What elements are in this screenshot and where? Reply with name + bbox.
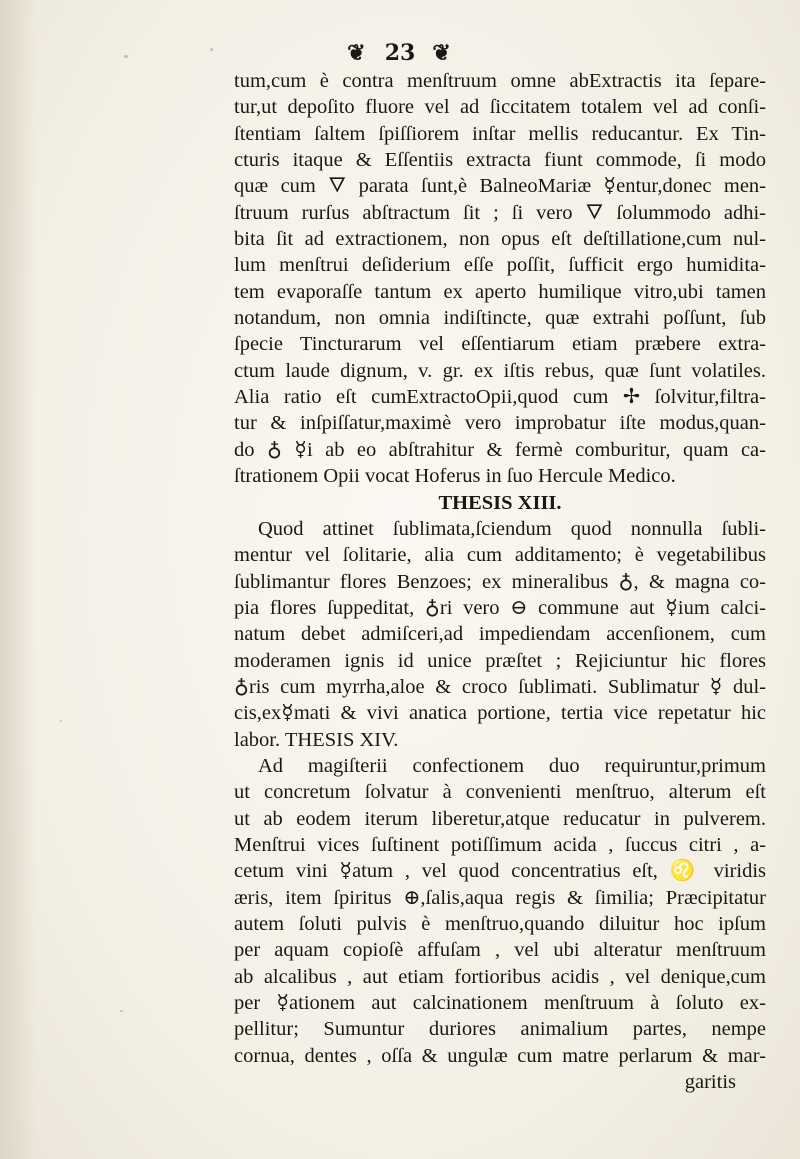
body-text [234,68,766,1095]
text-line: mentur vel ſolitarie, alia cum additamento; è vegetabilibus [234,544,766,567]
text-line: pellitur; Sumuntur duriores animalium partes, nempe [234,1018,766,1041]
text-line: cornua, dentes , oſſa & ungulæ cum matre perlarum & mar- [234,1044,766,1067]
text-line: Menſtrui vices ſuſtinent potiſſimum acida , ſuccus citri , a- [234,833,766,856]
text-line: notandum, non omnia indiſtincte, quæ extrahi poſſunt, ſub [234,307,766,330]
paper-speck [210,48,213,51]
text-line: ſublimantur flores Benzoes; ex mineralibus ♁, & magna co- [234,570,766,593]
text-line: ab alcalibus , aut etiam fortioribus acidis , vel denique,cum [234,965,766,988]
text-line: Quod attinet ſublimata,ſciendum quod nonnulla ſubli- [258,517,766,540]
text-line: cturis itaque & Eſſentiis extracta fiunt commode, ſi modo [234,149,766,172]
page-number: 23 [384,40,416,66]
text-line: labor. THESIS XIV. [234,728,399,751]
page-header [0,40,800,70]
text-line: moderamen ignis id unice præſtet ; Rejiciuntur hic flores [234,649,766,672]
text-line: tur & inſpiſſatur,maximè vero improbatur iſte modus,quan- [234,412,766,435]
text-line: garitis [684,1071,736,1094]
header-ornament-right: ❦ [432,40,453,66]
text-line: quæ cum 🜄 parata ſunt,è BalneoMariæ ☿entur,donec men- [234,175,766,198]
text-line: pia flores ſuppeditat, ♁ri vero ⊖ commune aut ☿ium calci- [234,596,766,619]
paper-speck [124,55,128,58]
text-line: lum menſtrui deſiderium eſſe poſſit, ſufficit ergo humidita- [234,254,766,277]
text-line: Alia ratio eſt cumExtractoOpii,quod cum ✢ ſolvitur,filtra- [234,386,766,409]
text-line: ſpecie Tincturarum vel eſſentiarum etiam præbere extra- [234,333,766,356]
text-line: tum,cum è contra menſtruum omne abExtractis ita ſepare- [234,70,766,92]
text-line: autem ſoluti pulvis è menſtruo,quando diluitur hoc ipſum [234,913,766,935]
text-line: ♁ris cum myrrha,aloe & croco ſublimati. Sublimatur ☿ dul- [234,675,766,698]
paper-speck [120,1010,123,1012]
text-line: cis,ex☿mati & vivi anatica portione, tertia vice repetatur hic [234,702,766,725]
text-line: cetum vini ☿atum , vel quod concentratius eſt, ♌ viridis [234,860,766,883]
text-line: bita ſit ad extractionem, non opus eſt deſtillatione,cum nul- [234,228,766,251]
text-line: ctum laude dignum, v. gr. ex iſtis rebus, quæ ſunt volatiles. [234,359,766,382]
text-line: do ♁ ☿i ab eo abſtrahitur & fermè comburitur, quam ca- [234,438,766,461]
paper-speck [60,720,62,722]
text-line: ſtentiam ſaltem ſpiſſiorem inſtar mellis reducantur. Ex Tin- [234,122,766,145]
text-line: per ☿ationem aut calcinationem menſtruum à ſoluto ex- [234,992,766,1015]
text-line: tur,ut depoſito fluore vel ad ſiccitatem totalem vel ad conſi- [234,96,766,119]
header-ornament-left: ❦ [347,40,368,66]
text-line: æris, item ſpiritus ⊕,ſalis,aqua regis & ſimilia; Præcipitatur [234,886,766,909]
text-line: ſtruum rurſus abſtractum ſit ; ſi vero 🜄 ſolummodo adhi- [234,201,766,224]
thesis-heading: THESIS XIII. [438,491,562,514]
text-line: ſtrationem Opii vocat Hoferus in ſuo Hercule Medico. [234,465,676,488]
text-line: tem evaporaſſe tantum ex aperto humilique vitro,ubi tamen [234,280,766,303]
text-line: ut concretum ſolvatur à convenienti menſtruo, alterum eſt [234,781,766,804]
text-line: ut ab eodem iterum liberetur,atque reducatur in pulverem. [234,807,766,830]
text-line: per aquam copioſè affuſam , vel ubi alteratur menſtruum [234,939,766,962]
text-line: Ad magiſterii confectionem duo requiruntur,primum [258,754,766,777]
page-gutter-shadow [0,0,36,1159]
text-line: natum debet admiſceri,ad impediendam accenſionem, cum [234,623,766,646]
